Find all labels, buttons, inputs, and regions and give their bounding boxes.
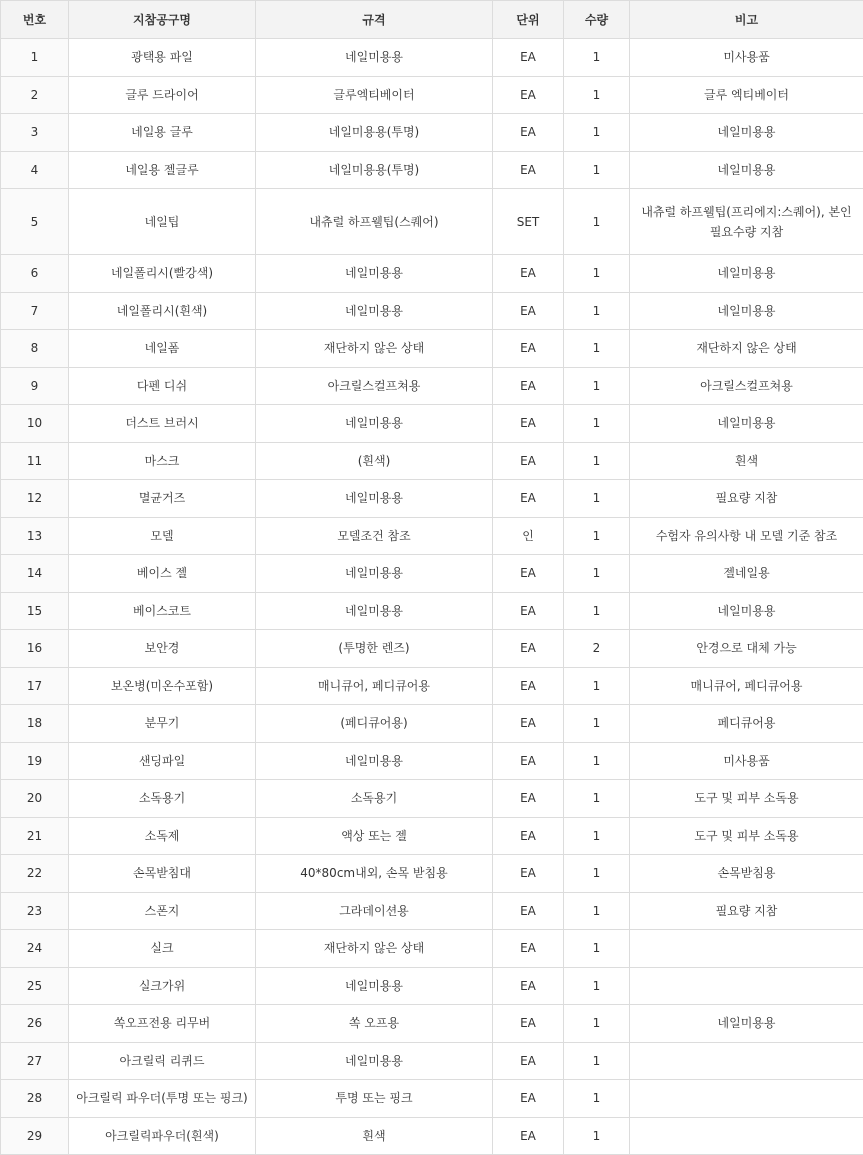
cell-unit: EA: [493, 592, 564, 630]
cell-note: 매니큐어, 페디큐어용: [630, 667, 863, 705]
table-row: [1, 930, 863, 968]
header-name: 지참공구명: [69, 1, 256, 39]
header-note: 비고: [630, 1, 863, 39]
cell-no: 10: [1, 405, 69, 443]
cell-unit: EA: [493, 555, 564, 593]
table-row: [1, 367, 863, 405]
cell-no: 23: [1, 892, 69, 930]
cell-note: 네일미용용: [630, 255, 863, 293]
cell-no: 6: [1, 255, 69, 293]
cell-qty: 1: [564, 292, 630, 330]
cell-no: 15: [1, 592, 69, 630]
cell-spec: 네일미용용: [256, 405, 493, 443]
cell-no: 2: [1, 76, 69, 114]
cell-no: 28: [1, 1080, 69, 1118]
table-row: [1, 39, 863, 77]
cell-note: 젤네일용: [630, 555, 863, 593]
cell-note: 손목받침용: [630, 855, 863, 893]
cell-name: 광택용 파일: [69, 39, 256, 77]
cell-unit: EA: [493, 330, 564, 368]
cell-name: 더스트 브러시: [69, 405, 256, 443]
cell-qty: 1: [564, 817, 630, 855]
cell-note: 미사용품: [630, 39, 863, 77]
cell-unit: EA: [493, 630, 564, 668]
cell-no: 16: [1, 630, 69, 668]
cell-no: 4: [1, 151, 69, 189]
table-row: [1, 555, 863, 593]
cell-qty: 1: [564, 255, 630, 293]
cell-note: [630, 930, 863, 968]
cell-note: 네일미용용: [630, 1005, 863, 1043]
cell-unit: EA: [493, 817, 564, 855]
table-row: [1, 442, 863, 480]
cell-unit: EA: [493, 480, 564, 518]
cell-name: 샌딩파일: [69, 742, 256, 780]
cell-qty: 1: [564, 780, 630, 818]
cell-no: 27: [1, 1042, 69, 1080]
cell-unit: EA: [493, 855, 564, 893]
header-unit: 단위: [493, 1, 564, 39]
cell-qty: 1: [564, 480, 630, 518]
cell-note: 미사용품: [630, 742, 863, 780]
cell-name: 네일폴리시(흰색): [69, 292, 256, 330]
cell-spec: 네일미용용: [256, 742, 493, 780]
table-row: [1, 330, 863, 368]
cell-name: 분무기: [69, 705, 256, 743]
cell-spec: (페디큐어용): [256, 705, 493, 743]
table-row: [1, 480, 863, 518]
cell-spec: 재단하지 않은 상태: [256, 930, 493, 968]
cell-qty: 1: [564, 742, 630, 780]
cell-spec: (투명한 렌즈): [256, 630, 493, 668]
cell-qty: 1: [564, 367, 630, 405]
cell-spec: 아크릴스컬프쳐용: [256, 367, 493, 405]
cell-no: 17: [1, 667, 69, 705]
header-spec: 규격: [256, 1, 493, 39]
cell-name: 스폰지: [69, 892, 256, 930]
cell-unit: EA: [493, 76, 564, 114]
cell-qty: 1: [564, 855, 630, 893]
cell-unit: EA: [493, 292, 564, 330]
table-row: [1, 892, 863, 930]
cell-name: 베이스 젤: [69, 555, 256, 593]
header-row: [1, 1, 863, 39]
cell-spec: 네일미용용: [256, 480, 493, 518]
cell-qty: 1: [564, 114, 630, 152]
cell-note: [630, 967, 863, 1005]
cell-no: 21: [1, 817, 69, 855]
table-row: [1, 114, 863, 152]
cell-unit: EA: [493, 1080, 564, 1118]
cell-qty: 1: [564, 1117, 630, 1155]
table-row: [1, 1117, 863, 1155]
cell-spec: 모델조건 참조: [256, 517, 493, 555]
cell-qty: 1: [564, 189, 630, 255]
cell-unit: EA: [493, 1005, 564, 1043]
table-row: [1, 780, 863, 818]
cell-unit: EA: [493, 39, 564, 77]
cell-name: 마스크: [69, 442, 256, 480]
cell-qty: 1: [564, 555, 630, 593]
cell-no: 1: [1, 39, 69, 77]
table-body: [1, 39, 863, 1155]
table-row: [1, 151, 863, 189]
table-row: [1, 1080, 863, 1118]
cell-name: 소독용기: [69, 780, 256, 818]
cell-note: 네일미용용: [630, 114, 863, 152]
table-row: [1, 742, 863, 780]
cell-note: 아크릴스컬프쳐용: [630, 367, 863, 405]
cell-no: 11: [1, 442, 69, 480]
cell-spec: 투명 또는 핑크: [256, 1080, 493, 1118]
cell-name: 네일용 젤글루: [69, 151, 256, 189]
table-row: [1, 517, 863, 555]
cell-no: 29: [1, 1117, 69, 1155]
cell-unit: EA: [493, 705, 564, 743]
cell-no: 13: [1, 517, 69, 555]
cell-spec: 네일미용용: [256, 592, 493, 630]
cell-note: 필요량 지참: [630, 480, 863, 518]
cell-name: 손목받침대: [69, 855, 256, 893]
table-row: [1, 1042, 863, 1080]
cell-note: [630, 1117, 863, 1155]
cell-qty: 1: [564, 930, 630, 968]
table-row: [1, 630, 863, 668]
cell-name: 네일폼: [69, 330, 256, 368]
table-header: [1, 1, 863, 39]
header-qty: 수량: [564, 1, 630, 39]
cell-unit: EA: [493, 892, 564, 930]
cell-no: 5: [1, 189, 69, 255]
cell-note: 네일미용용: [630, 592, 863, 630]
cell-note: 도구 및 피부 소독용: [630, 780, 863, 818]
cell-name: 다펜 디쉬: [69, 367, 256, 405]
cell-spec: 네일미용용: [256, 292, 493, 330]
cell-qty: 1: [564, 1080, 630, 1118]
table-row: [1, 667, 863, 705]
cell-spec: 흰색: [256, 1117, 493, 1155]
cell-unit: EA: [493, 442, 564, 480]
cell-unit: EA: [493, 1117, 564, 1155]
cell-spec: 내츄럴 하프웰팁(스퀘어): [256, 189, 493, 255]
cell-name: 아크릴릭 리퀴드: [69, 1042, 256, 1080]
cell-no: 14: [1, 555, 69, 593]
cell-unit: EA: [493, 930, 564, 968]
cell-unit: 인: [493, 517, 564, 555]
cell-note: 글루 엑티베이터: [630, 76, 863, 114]
cell-unit: EA: [493, 114, 564, 152]
table-row: [1, 1005, 863, 1043]
cell-name: 네일팁: [69, 189, 256, 255]
cell-qty: 1: [564, 967, 630, 1005]
cell-spec: 네일미용용(투명): [256, 114, 493, 152]
table-row: [1, 967, 863, 1005]
cell-qty: 1: [564, 517, 630, 555]
table-row: [1, 592, 863, 630]
cell-name: 실크: [69, 930, 256, 968]
cell-note: 네일미용용: [630, 405, 863, 443]
cell-qty: 1: [564, 1005, 630, 1043]
table-row: [1, 76, 863, 114]
cell-unit: EA: [493, 780, 564, 818]
cell-no: 7: [1, 292, 69, 330]
cell-qty: 1: [564, 592, 630, 630]
cell-spec: 쏙 오프용: [256, 1005, 493, 1043]
cell-note: 재단하지 않은 상태: [630, 330, 863, 368]
table-row: [1, 292, 863, 330]
cell-spec: 네일미용용: [256, 967, 493, 1005]
cell-note: 필요량 지참: [630, 892, 863, 930]
cell-name: 아크릴릭 파우더(투명 또는 핑크): [69, 1080, 256, 1118]
cell-unit: EA: [493, 255, 564, 293]
cell-no: 18: [1, 705, 69, 743]
cell-no: 22: [1, 855, 69, 893]
cell-unit: EA: [493, 367, 564, 405]
table-row: [1, 705, 863, 743]
cell-no: 20: [1, 780, 69, 818]
cell-spec: 매니큐어, 페디큐어용: [256, 667, 493, 705]
table-row: [1, 817, 863, 855]
header-no: 번호: [1, 1, 69, 39]
cell-unit: EA: [493, 667, 564, 705]
cell-name: 쏙오프전용 리무버: [69, 1005, 256, 1043]
cell-name: 모델: [69, 517, 256, 555]
cell-unit: EA: [493, 405, 564, 443]
cell-spec: 네일미용용(투명): [256, 151, 493, 189]
cell-qty: 1: [564, 76, 630, 114]
cell-unit: EA: [493, 742, 564, 780]
cell-spec: 40*80cm내외, 손목 받침용: [256, 855, 493, 893]
cell-spec: 네일미용용: [256, 1042, 493, 1080]
cell-spec: 재단하지 않은 상태: [256, 330, 493, 368]
table-row: [1, 189, 863, 255]
cell-note: 네일미용용: [630, 151, 863, 189]
cell-name: 실크가위: [69, 967, 256, 1005]
cell-no: 26: [1, 1005, 69, 1043]
cell-name: 아크릴릭파우더(흰색): [69, 1117, 256, 1155]
cell-qty: 1: [564, 39, 630, 77]
cell-unit: EA: [493, 1042, 564, 1080]
cell-qty: 1: [564, 667, 630, 705]
cell-unit: EA: [493, 967, 564, 1005]
cell-qty: 1: [564, 151, 630, 189]
cell-qty: 1: [564, 1042, 630, 1080]
cell-qty: 2: [564, 630, 630, 668]
cell-spec: 소독용기: [256, 780, 493, 818]
table-row: [1, 855, 863, 893]
cell-qty: 1: [564, 405, 630, 443]
cell-spec: (흰색): [256, 442, 493, 480]
cell-qty: 1: [564, 330, 630, 368]
cell-no: 12: [1, 480, 69, 518]
cell-spec: 액상 또는 젤: [256, 817, 493, 855]
cell-name: 베이스코트: [69, 592, 256, 630]
cell-spec: 글루엑티베이터: [256, 76, 493, 114]
cell-name: 소독제: [69, 817, 256, 855]
cell-unit: SET: [493, 189, 564, 255]
cell-note: 수험자 유의사항 내 모델 기준 참조: [630, 517, 863, 555]
table-row: [1, 255, 863, 293]
cell-note: [630, 1080, 863, 1118]
cell-unit: EA: [493, 151, 564, 189]
cell-note: 페디큐어용: [630, 705, 863, 743]
cell-qty: 1: [564, 705, 630, 743]
cell-name: 보안경: [69, 630, 256, 668]
cell-note: 흰색: [630, 442, 863, 480]
cell-note: 도구 및 피부 소독용: [630, 817, 863, 855]
cell-no: 24: [1, 930, 69, 968]
cell-note: [630, 1042, 863, 1080]
cell-name: 멸균거즈: [69, 480, 256, 518]
cell-spec: 네일미용용: [256, 39, 493, 77]
cell-name: 네일용 글루: [69, 114, 256, 152]
cell-no: 19: [1, 742, 69, 780]
cell-no: 3: [1, 114, 69, 152]
cell-name: 보온병(미온수포함): [69, 667, 256, 705]
cell-note: 네일미용용: [630, 292, 863, 330]
cell-name: 네일폴리시(빨강색): [69, 255, 256, 293]
cell-qty: 1: [564, 442, 630, 480]
cell-qty: 1: [564, 892, 630, 930]
cell-note: 내츄럴 하프웰팁(프리에지:스퀘어), 본인필요수량 지참: [630, 189, 863, 255]
cell-no: 8: [1, 330, 69, 368]
cell-name: 글루 드라이어: [69, 76, 256, 114]
cell-no: 9: [1, 367, 69, 405]
cell-spec: 네일미용용: [256, 255, 493, 293]
cell-no: 25: [1, 967, 69, 1005]
cell-note: 안경으로 대체 가능: [630, 630, 863, 668]
table-row: [1, 405, 863, 443]
cell-spec: 그라데이션용: [256, 892, 493, 930]
cell-spec: 네일미용용: [256, 555, 493, 593]
